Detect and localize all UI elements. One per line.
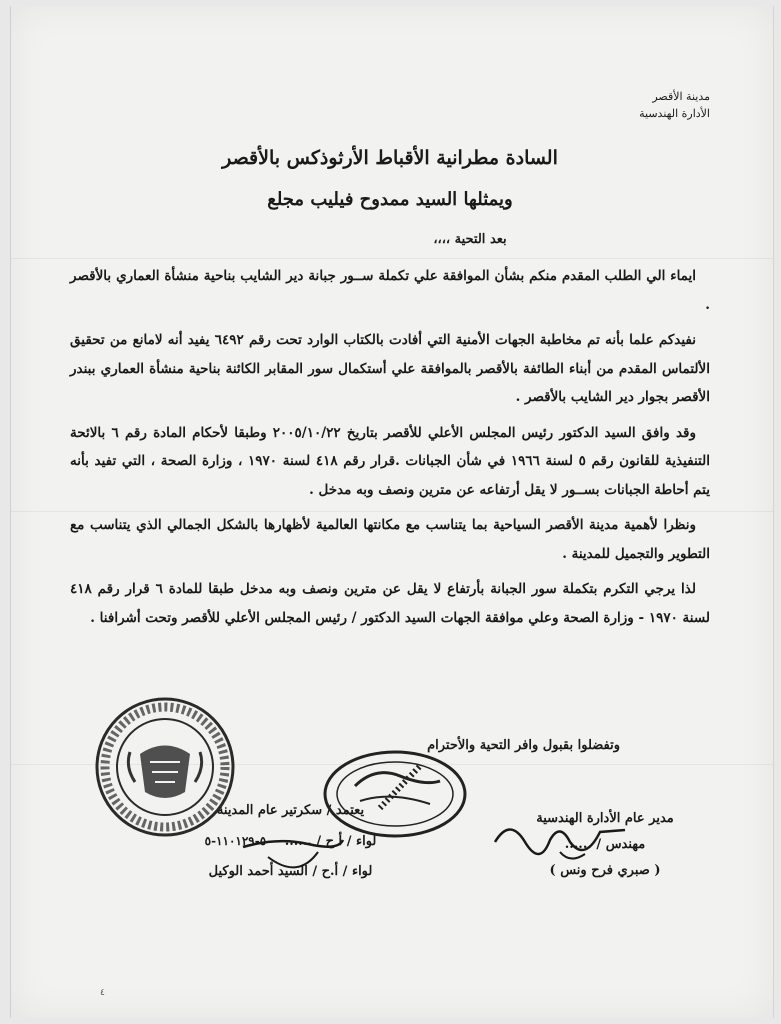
closing-line: وتفضلوا بقبول وافر التحية والأحترام [427,738,620,753]
engineer-signature-icon [490,812,630,872]
greeting: بعد التحية ،،،، [433,232,507,247]
body-paragraph: لذا يرجي التكرم بتكملة سور الجبانة بأرتفاع لا يقل عن مترين ونصف وبه مدخل طبقا للمادة ٦ قرار رقم ٤١٨ لسنة ١٩٧٠ - وزارة الصحة وعلي موافقة الجهات السيد الدكتور / رئيس المجلس الأعلي للأقصر وتحت أشرافنا . [70,581,710,626]
signature-title: مدير عام الأدارة الهندسية [536,811,674,826]
representative-line: ويمثلها السيد ممدوح فيليب مجلع [267,189,513,210]
signature-title: يعتمد / سكرتير عام المدينة [216,803,365,818]
page-mark: ٤ [100,988,105,998]
organization-header [639,88,710,122]
signature-date: ٥-١١٠١٢٩-٥ [204,834,267,848]
official-seal-icon [90,692,240,842]
body-paragraph: وقد وافق السيد الدكتور رئيس المجلس الأعلي للأقصر بتاريخ ٢٠٠٥/١٠/٢٢ وطبقا لأحكام المادة رقم ٦ بالائحة التنفيذية للقانون رقم ٥ لسنة ١٩٦٦ في شأن الجبانات .قرار رقم ٤١٨ لسنة ١٩٧٠ ، وزارة الصحة ، التي تفيد بأنه يتم أحاطة الجبانات بســور لا يقل أرتفاعه عن مترين ونصف وبه مدخل . [70,424,710,498]
body-paragraph: نفيدكم علما بأنه تم مخاطبة الجهات الأمنية التي أفادت بالكتاب الوارد تحت رقم ٦٤٩٢ يفيد أنه لامانع من تحقيق الألتماس المقدم من أبناء الطائفة بالأقصر بالموافقة علي أستكمال سور المقابر الكائنة بناحية منشأة العماري ببندر الأقصر بجوار دير الشايب بالأقصر . [70,332,710,405]
signature-rank: مهندس / ...... [564,837,646,852]
signature-name: لواء / أ.ح / السيد أحمد الوكيل [208,864,373,879]
oval-stamp-icon [320,746,470,842]
city-name: مدينة الأقصر [652,90,710,103]
secretary-signature-icon [238,832,348,882]
addressee-line: السادة مطرانية الأقباط الأرثوذكس بالأقصر [222,147,558,169]
signature-rank: لواء / أ ح / ...... ٥-١١٠١٢٩-٥ [204,834,377,849]
body-paragraph: ونظرا لأهمية مدينة الأقصر السياحية بما يتناسب مع مكانتها العالمية لأظهارها بالشكل الجمالي الذي يتناسب مع التطوير والتجميل للمدينة . [70,517,710,562]
letter-body [70,262,710,639]
signature-name: ( صبري فرح ونس ) [549,863,661,878]
body-paragraph: ايماء الي الطلب المقدم منكم بشأن الموافقة علي تكملة ســور جبانة دير الشايب بناحية منشأة العماري بالأقصر . [70,268,710,313]
department-name: الأدارة الهندسية [639,107,710,120]
